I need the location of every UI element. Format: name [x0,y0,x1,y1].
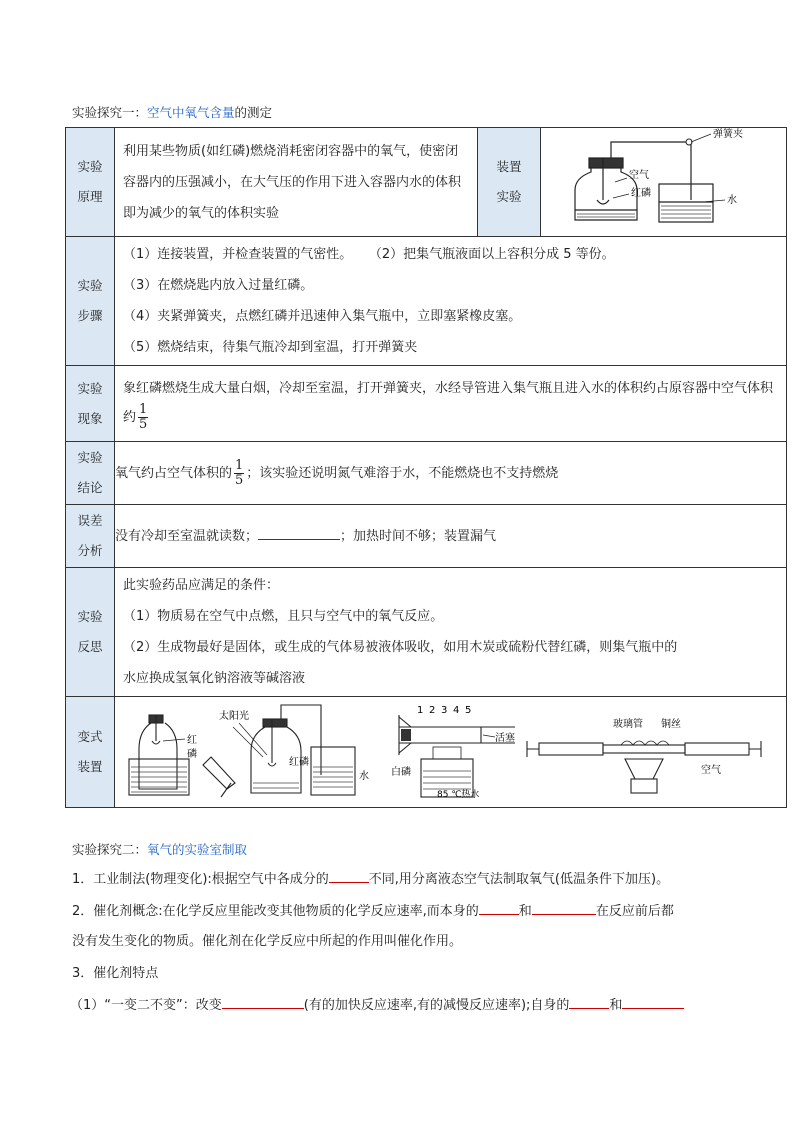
device-label: 装置 实验 [478,128,541,237]
fraction-one-fifth: $\frac{1}{5}$ [139,402,148,432]
d3-tick-2: 2 [429,705,436,716]
diagram-label-air: 空气 [629,170,649,181]
d3-label-white-phosphorus: 白磷 [391,767,411,778]
d4-label-air: 空气 [701,765,721,776]
diagram-label-water: 水 [727,195,737,206]
steps-row [66,237,787,366]
error-label: 误差 分析 [66,505,115,568]
section2-title: 实验探究二：氧气的实验室制取 [72,842,248,857]
variants-label: 变式 装置 [66,697,115,808]
phenomenon-text: 象红磷燃烧生成大量白烟，冷却至室温，打开弹簧夹，水经导管进入集气瓶且进入水的体积约占原容器中空气体积约 $\frac{1}{5}$ [115,366,787,442]
fraction-one-fifth: $\frac{1}{5}$ [235,457,244,488]
d2-label-phosphorus: 红磷 [289,757,309,768]
error-row [66,505,787,568]
d2-label-water: 水 [359,771,369,782]
fill-blank[interactable] [222,996,304,1009]
phenomenon-row [66,366,787,442]
variants-diagrams [115,697,787,808]
step-5: （5）燃烧结束，待集气瓶冷却到室温，打开弹簧夹 [123,340,418,355]
fill-blank[interactable] [622,996,684,1009]
item-4: （1）“一变二不变”：改变 (有的加快反应速率,有的减慢反应速率);自身的 和 [70,996,684,1016]
item-3: 3．催化剂特点 [72,966,159,981]
step-2: （2）把集气瓶液面以上容积分成 5 等份。 [368,247,615,262]
fill-blank[interactable] [532,902,596,915]
item-2-line2: 没有发生变化的物质。催化剂在化学反应中所起的作用叫催化作用。 [72,934,463,949]
reflection-label: 实验 反思 [66,568,115,697]
step-3: （3）在燃烧匙内放入过量红磷。 [123,278,314,293]
d1-label-phosphorus-a: 红 [187,735,197,746]
fill-blank[interactable] [329,870,369,883]
d3-tick-3: 3 [441,705,448,716]
fill-blank[interactable] [258,527,340,540]
d3-tick-4: 4 [453,705,460,716]
reflection-row [66,568,787,697]
d3-tick-5: 5 [465,705,472,716]
item-2: 2．催化剂概念:在化学反应里能改变其他物质的化学反应速率,而本身的 和 在反应前后都 [72,904,674,919]
conclusion-text: 氧气约占空气体积的 $\frac{1}{5}$ ；该实验还说明氮气难溶于水，不能燃烧也不支持燃烧 [115,442,787,505]
d3-tick-1: 1 [417,705,424,716]
step-4: （4）夹紧弹簧夹，点燃红磷并迅速伸入集气瓶中，立即塞紧橡皮塞。 [123,309,522,324]
principle-apparatus-diagram [541,128,787,232]
step-1: （1）连接装置，并检查装置的气密性。 [123,247,353,262]
fill-blank[interactable] [479,902,519,915]
principle-label: 实验 原理 [66,128,115,237]
d3-label-hot-water: 85 ℃热水 [437,790,480,800]
device-diagram-cell [541,128,787,237]
d3-label-piston: 活塞 [495,733,515,744]
section1-title: 实验探究一：空气中氧气含量的测定 [72,105,273,120]
experiment-table [65,127,787,808]
steps-text [115,237,787,366]
item-1: 1．工业制法(物理变化):根据空气中各成分的 不同,用分离液态空气法制取氧气(低温条件下加压)。 [72,872,670,887]
error-text: 没有冷却至室温就读数； ；加热时间不够；装置漏气 [115,505,787,568]
principle-text: 利用某些物质(如红磷)燃烧消耗密闭容器中的氧气，使密闭容器内的压强减小，在大气压的作用下进入容器内水的体积即为减少的氧气的体积实验 [115,128,478,237]
d2-label-sun: 太阳光 [219,711,249,722]
fill-blank[interactable] [569,996,609,1009]
reflection-text: 此实验药品应满足的条件： （1）物质易在空气中点燃，且只与空气中的氧气反应。 （2）生成物最好是固体，或生成的气体易被液体吸收，如用木炭或硫粉代替红磷，则集气瓶中的 水应换成氢氧化钠溶液等碱溶液 [115,568,787,697]
d4-label-copper: 铜丝 [661,719,681,730]
phenomenon-label: 实验 现象 [66,366,115,442]
diagram-label-clamp: 弹簧夹 [713,129,743,140]
d4-label-glass-tube: 玻璃管 [613,719,643,730]
d1-label-phosphorus-b: 磷 [187,749,197,760]
variant-apparatus-diagrams [115,697,785,803]
principle-row [66,128,787,237]
conclusion-label: 实验 结论 [66,442,115,505]
conclusion-row [66,442,787,505]
variants-row [66,697,787,808]
steps-label: 实验 步骤 [66,237,115,366]
diagram-label-phosphorus: 红磷 [631,188,651,199]
